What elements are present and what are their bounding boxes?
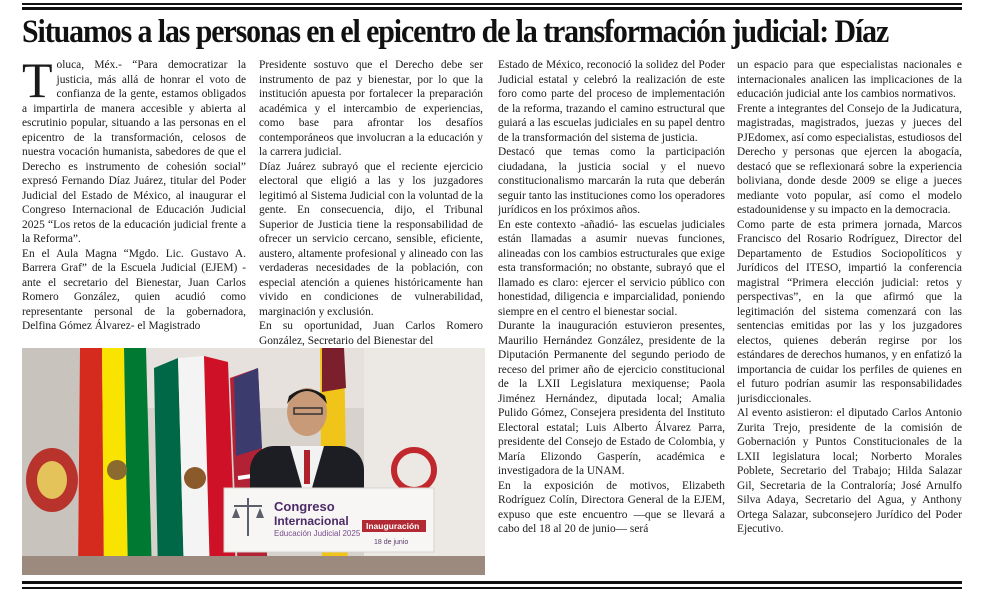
paragraph-2-2: Díaz Juárez subrayó que el reciente ejercicio electoral que eligió a las y los juzgadores legitimó al Sistema Judicial con la voluntad de la gente. En consecuencia, dijo, el Tribunal Superior de Justicia tiene la responsabilidad de ofrecer un servicio cercano, sensible, eficiente, austero, altamente profesional y alineado con las verdaderas necesidades de la población, con especial atención a quienes históricamente han vivido en condiciones de vulnerabilidad, marginación y exclusión. [259,160,483,318]
paragraph-2-3: En su oportunidad, Juan Carlos Romero González, Secretario del Bienestar del [259,320,483,346]
paragraph-4-1: un espacio para que especialistas nacionales e internacionales analicen las implicaciones de la educación judicial ante los cambios normativos. [737,59,962,100]
headline: Situamos a las personas en el epicentro de la transformación judicial: Díaz [22,14,889,50]
banner-line-2: Internacional [274,514,349,528]
top-rule-thick [22,7,962,10]
article-column-2 [259,58,483,346]
paragraph-4-2: Frente a integrantes del Consejo de la Judicatura, magistradas, magistrados, juezas y jueces del PJEdomex, así como especialistas, estudiosos del Derecho y personas que ejercen la abogacía, destacó que se reflexionará sobre la experiencia boliviana, donde desde 2009 se elige a jueces mediante voto popular, así como el modelo estadounidense y su impacto en la democracia. [737,102,962,216]
paragraph-4-4: Al evento asistieron: el diputado Carlos Antonio Zurita Trejo, presidente de la comisión de Gobernación y Puntos Constitucionales de la LXII legislatura local; Norberto Morales Poblete, Secretario del Trabajo; Hilda Salazar Gil, Secretaria de la Contraloría; José Arnulfo Silva Adaya, Secretario del Agua, y Anthony Ortega Salazar, subconsejero Jurídico del Poder Ejecutivo. [737,407,962,535]
top-rule-thin [22,3,962,5]
paragraph-4-3: Como parte de esta primera jornada, Marcos Francisco del Rosario Rodríguez, Director del Departamento de Estudios Sociopolíticos y Jurídicos del ITESO, impartió la conferencia magistral “Primera elección judicial: retos y perspectivas”, en la que afirmó que la legitimación del sistema comenzará con las sentencias emitidas por las y los juzgadores electos, quienes deberán regirse por los estándares de derechos humanos, y en enfatizó la importancia de cuidar los perfiles de quienes en el futuro podrían asumir las responsabilidades jurisdiccionales. [737,218,962,405]
paragraph-3-1: Estado de México, reconoció la solidez del Poder Judicial estatal y celebró la realización de este foro como parte del proceso de implementación de la reforma, trazando el camino estructural que guiará a las escuelas judiciales en su papel dentro de la transformación del sistema de justicia. [498,59,725,144]
paragraph-1-1 [22,58,246,247]
banner-date: 18 de junio [374,539,409,546]
bottom-rule-thin [22,587,962,589]
paragraph-1-1-text: oluca, Méx.- “Para democratizar la justicia, más allá de honrar el voto de confianza de la gente, estamos obligados a impartirla de manera accesible y abierta al escrutinio popular, situando a las personas en el epicentro de la transformación, celosos de nuestra vocación humanista, sabedores de que el Derecho es instrumento de cohesión social” expresó Fernando Díaz Juárez, titular del Poder Judicial del Estado de México, al inaugurar el Congreso Internacional de Educación Judicial 2025 “Los retos de la educación judicial frente a la Reforma”. [22,59,246,245]
paragraph-3-3: En este contexto -añadió- las escuelas judiciales están llamadas a asumir nuevas funciones, alineadas con los cambios estructurales que exige esta transformación; no obstante, subrayó que el llamado es claro: ejercer el servicio público con honestidad, diligencia e imparcialidad, poniendo siempre en el centro el bienestar social. [498,218,725,318]
banner-line-1: Congreso [274,499,335,514]
drop-cap: T [22,58,53,108]
event-photo-illustration [22,348,485,575]
paragraph-3-4: Durante la inauguración estuvieron presentes, Maurilio Hernández González, presidente de la Diputación Permanente del segundo periodo de receso del primer año de ejercicio constitucional de la LXII Legislatura mexiquense; Paola Jiménez Hernández, diputada local; Amalia Pulido Gómez, Consejera presidenta del Instituto Electoral estatal; Luis Alberto Álvarez Parra, presidente del Consejo de Estado de Colombia, y María Elizondo Gasperín, académica e investigadora de la UNAM. [498,320,725,477]
banner-line-3: Educación Judicial 2025 [274,529,361,538]
paragraph-1-2: En el Aula Magna “Mgdo. Lic. Gustavo A. Barrera Graf” de la Escuela Judicial (EJEM) -ante el secretario del Bienestar, Juan Carlos Romero González, quien acudió como representante personal de la gobernadora, Delfina Gómez Álvarez- el Magistrado [22,247,246,332]
event-photo [22,348,485,575]
article-column-1 [22,58,246,346]
bolivia-flag [78,348,104,575]
bottom-rule-thick [22,581,962,584]
paragraph-3-2: Destacó que temas como la participación ciudadana, la justicia social y el nuevo constitucionalismo marcarán la ruta que deberán seguir tanto las instituciones como los operadores jurídicos en los próximos años. [498,146,725,216]
banner-tag: Inauguración [366,521,420,531]
article-column-3 [498,58,725,578]
paragraph-3-5: En la exposición de motivos, Elizabeth Rodríguez Colín, Directora General de la EJEM, expuso que este encuentro —que se llevará a cabo del 18 al 20 de junio— será [498,479,725,535]
article-column-4 [737,58,962,578]
paragraph-2-1: Presidente sostuvo que el Derecho debe ser instrumento de paz y bienestar, por lo que la institución apuesta por fortalecer la preparación académica y el intercambio de experiencias, como base para afrontar los desafíos contemporáneos que involucran a la educación y la carrera judicial. [259,59,483,158]
